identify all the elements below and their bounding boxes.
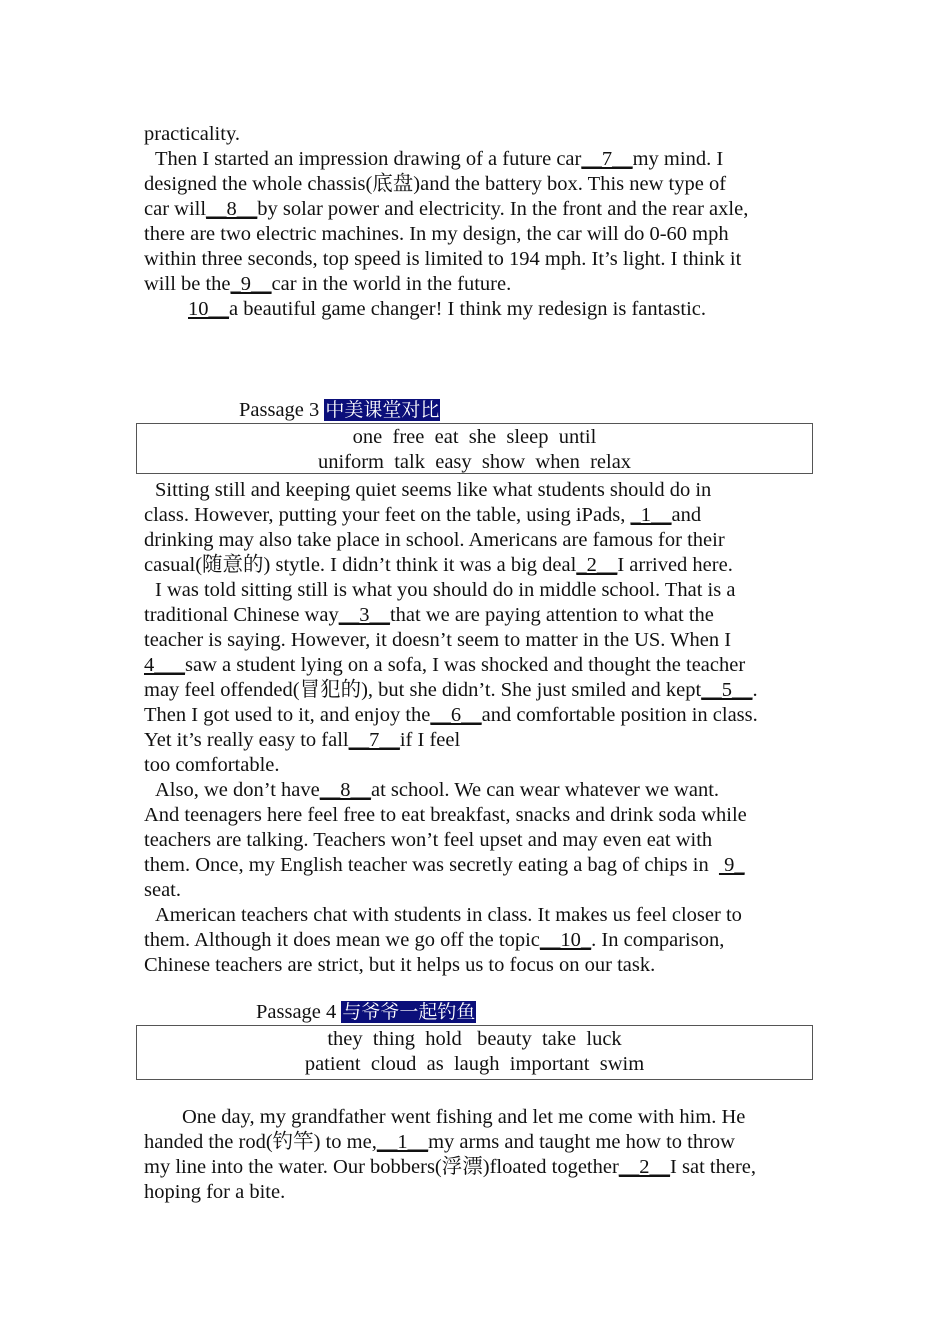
passage-3-body	[144, 478, 814, 978]
text-line: 10__a beautiful game changer! I think my redesign is fantastic.	[188, 298, 707, 320]
blank-2: __2__	[618, 1156, 671, 1178]
blank-1: _1__	[630, 504, 672, 526]
text-line: drinking may also take place in school. Americans are famous for their	[144, 529, 725, 551]
blank-5: __5__	[701, 679, 753, 701]
text-line: within three seconds, top speed is limited to 194 mph. It’s light. I think it	[144, 248, 742, 270]
text-line: class. However, putting your feet on the table, using iPads, _1__and	[144, 504, 702, 526]
text-line: Yet it’s really easy to fall__7__if I feel	[144, 729, 461, 751]
blank-2: _2__	[576, 554, 618, 576]
blank-1: __1__	[376, 1131, 429, 1153]
word-bank-box	[136, 423, 813, 474]
text-line: traditional Chinese way__3__that we are paying attention to what the	[144, 604, 714, 626]
blank-7: __7__	[348, 729, 400, 751]
text-line: hoping for a bite.	[144, 1181, 286, 1203]
text-line: American teachers chat with students in class. It makes us feel closer to	[155, 904, 742, 926]
text-line: teachers are talking. Teachers won’t feel upset and may even eat with	[144, 829, 713, 851]
passage-label: Passage 3	[239, 399, 320, 421]
text-line: there are two electric machines. In my design, the car will do 0-60 mph	[144, 223, 729, 245]
text-line: Then I got used to it, and enjoy the__6__and comfortable position in class.	[144, 704, 758, 726]
text-line: casual(随意的) stytle. I didn’t think it was a big deal_2__I arrived here.	[144, 554, 733, 576]
blank-4: 4___	[144, 654, 185, 676]
blank-10: 10__	[188, 298, 229, 320]
passage-title-highlight: 中美课堂对比	[325, 399, 440, 421]
text-line: designed the whole chassis(底盘)and the battery box. This new type of	[144, 173, 727, 195]
word-bank-row: uniform talk easy show when relax	[317, 451, 632, 473]
blank-7: __7__	[581, 148, 633, 170]
text-line: 4___saw a student lying on a sofa, I was shocked and thought the teacher	[144, 654, 746, 676]
text-line: I was told sitting still is what you should do in middle school. That is a	[155, 579, 736, 601]
text-line: seat.	[144, 879, 181, 901]
word-bank-row: they thing hold beauty take luck	[327, 1028, 622, 1050]
blank-3: __3__	[338, 604, 390, 626]
passage-4-heading	[256, 1000, 476, 1025]
text-line: my line into the water. Our bobbers(浮漂)floated together__2__I sat there,	[144, 1156, 756, 1178]
word-bank-row: patient cloud as laugh important swim	[304, 1053, 645, 1075]
blank-9: _9__	[230, 273, 272, 295]
passage-title-highlight: 与爷爷一起钓鱼	[342, 1001, 476, 1023]
text-line: Also, we don’t have__8__at school. We can wear whatever we want.	[155, 779, 720, 801]
text-line: Then I started an impression drawing of a future car__7__my mind. I	[155, 148, 724, 170]
text-line: handed the rod(钓竿) to me,__1__my arms and taught me how to throw	[144, 1131, 735, 1153]
text-line: too comfortable.	[144, 754, 280, 776]
text-line: them. Once, my English teacher was secretly eating a bag of chips in 9_	[144, 854, 745, 876]
passage-label: Passage 4	[256, 1001, 337, 1023]
text-line: may feel offended(冒犯的), but she didn’t. She just smiled and kept__5__.	[144, 679, 758, 701]
blank-6: __6__	[430, 704, 482, 726]
text-line: will be the_9__car in the world in the future.	[144, 273, 512, 295]
text-line: car will__8__by solar power and electricity. In the front and the rear axle,	[144, 198, 749, 220]
text-line: them. Although it does mean we go off the topic__10_. In comparison,	[144, 929, 725, 951]
text-line: One day, my grandfather went fishing and let me come with him. He	[182, 1106, 746, 1128]
passage-2-tail	[144, 122, 814, 322]
blank-8: __8__	[319, 779, 371, 801]
word-bank-row: one free eat she sleep until	[352, 426, 597, 448]
blank-9: 9_	[718, 854, 745, 876]
passage-4-body	[144, 1105, 814, 1205]
word-bank-box	[136, 1025, 813, 1080]
text-line: Chinese teachers are strict, but it helps us to focus on our task.	[144, 954, 656, 976]
text-line: teacher is saying. However, it doesn’t seem to matter in the US. When I	[144, 629, 732, 651]
blank-8: __8__	[206, 198, 258, 220]
text-line: practicality.	[144, 123, 240, 145]
text-line: And teenagers here feel free to eat breakfast, snacks and drink soda while	[144, 804, 747, 826]
passage-3-heading	[239, 398, 440, 423]
text-line: Sitting still and keeping quiet seems like what students should do in	[155, 479, 712, 501]
blank-10: __10_	[539, 929, 592, 951]
